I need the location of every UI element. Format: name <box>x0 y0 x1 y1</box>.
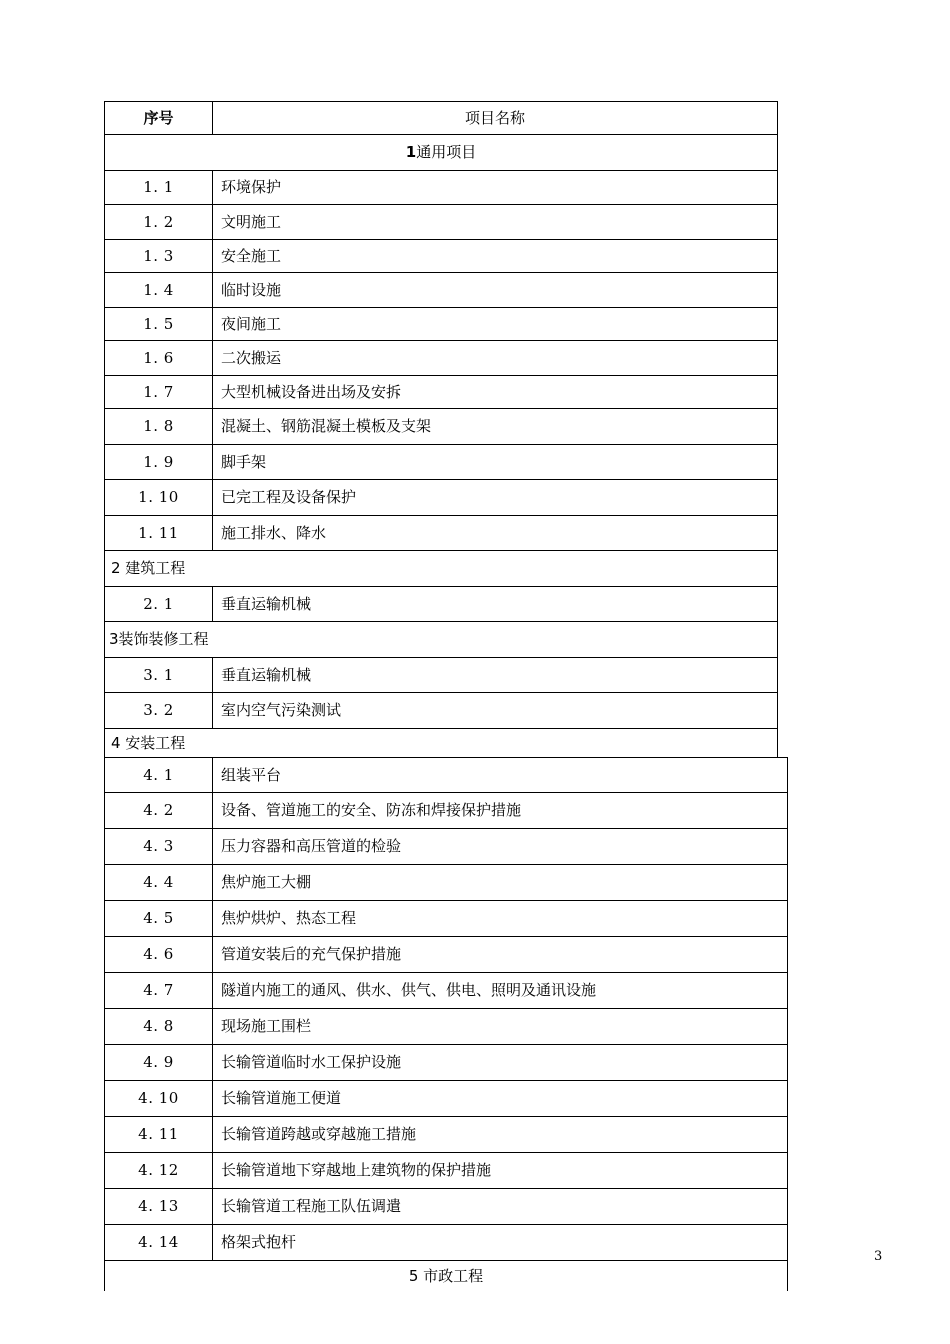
table-row <box>105 793 788 829</box>
measures-table-part-2 <box>104 757 788 1291</box>
row-num: 1. 10 <box>105 480 213 516</box>
row-num: 3. 2 <box>105 693 213 729</box>
table-row <box>105 445 778 480</box>
row-name: 文明施工 <box>213 205 778 240</box>
table-header-row <box>105 102 778 135</box>
row-num: 4. 10 <box>105 1081 213 1117</box>
row-name: 安全施工 <box>213 240 778 273</box>
row-name: 垂直运输机械 <box>213 587 778 622</box>
table-row <box>105 409 778 445</box>
row-name: 施工排水、降水 <box>213 516 778 551</box>
row-num: 3. 1 <box>105 658 213 693</box>
section-title-decoration: 3装饰装修工程 <box>105 622 778 658</box>
row-name: 垂直运输机械 <box>213 658 778 693</box>
table-row <box>105 205 778 240</box>
row-name: 二次搬运 <box>213 341 778 376</box>
row-name: 混凝土、钢筋混凝土模板及支架 <box>213 409 778 445</box>
row-num: 4. 8 <box>105 1009 213 1045</box>
table-row <box>105 341 778 376</box>
row-num: 4. 9 <box>105 1045 213 1081</box>
table-row <box>105 480 778 516</box>
row-num: 1. 7 <box>105 376 213 409</box>
table-row <box>105 1225 788 1261</box>
row-num: 2. 1 <box>105 587 213 622</box>
section-label: 通用项目 <box>416 143 477 162</box>
row-name: 设备、管道施工的安全、防冻和焊接保护措施 <box>213 793 788 829</box>
header-num-cell: 序号 <box>105 102 213 135</box>
section-row-municipal <box>105 1261 788 1291</box>
table-row <box>105 587 778 622</box>
row-name: 焦炉施工大棚 <box>213 865 788 901</box>
section-title-building: 2 建筑工程 <box>105 551 778 587</box>
row-num: 4. 2 <box>105 793 213 829</box>
table-row <box>105 376 778 409</box>
table-row <box>105 865 788 901</box>
table-row <box>105 1117 788 1153</box>
row-name: 大型机械设备进出场及安拆 <box>213 376 778 409</box>
table-row <box>105 1189 788 1225</box>
table-row <box>105 308 778 341</box>
section-title-installation: 4 安装工程 <box>105 729 778 757</box>
page-number: 3 <box>874 1249 883 1264</box>
row-name: 焦炉烘炉、热态工程 <box>213 901 788 937</box>
table-row <box>105 516 778 551</box>
row-name: 临时设施 <box>213 273 778 308</box>
row-num: 1. 2 <box>105 205 213 240</box>
row-name: 格架式抱杆 <box>213 1225 788 1261</box>
header-name-cell: 项目名称 <box>213 102 778 135</box>
row-num: 1. 6 <box>105 341 213 376</box>
table-row <box>105 829 788 865</box>
row-num: 1. 1 <box>105 171 213 205</box>
row-name: 组装平台 <box>213 758 788 793</box>
table-row <box>105 273 778 308</box>
row-num: 1. 5 <box>105 308 213 341</box>
row-num: 4. 13 <box>105 1189 213 1225</box>
table-row <box>105 1045 788 1081</box>
row-num: 4. 5 <box>105 901 213 937</box>
row-num: 1. 8 <box>105 409 213 445</box>
row-num: 4. 14 <box>105 1225 213 1261</box>
measures-table-part-1 <box>104 101 778 757</box>
row-name: 脚手架 <box>213 445 778 480</box>
row-name: 环境保护 <box>213 171 778 205</box>
row-num: 4. 4 <box>105 865 213 901</box>
row-num: 4. 11 <box>105 1117 213 1153</box>
table-row <box>105 1081 788 1117</box>
table-row <box>105 901 788 937</box>
row-num: 4. 12 <box>105 1153 213 1189</box>
row-name: 隧道内施工的通风、供水、供气、供电、照明及通讯设施 <box>213 973 788 1009</box>
row-name: 现场施工围栏 <box>213 1009 788 1045</box>
row-num: 1. 9 <box>105 445 213 480</box>
row-num: 1. 11 <box>105 516 213 551</box>
row-name: 长输管道跨越或穿越施工措施 <box>213 1117 788 1153</box>
table-row <box>105 758 788 793</box>
section-row-decoration <box>105 622 778 658</box>
row-num: 4. 3 <box>105 829 213 865</box>
row-num: 4. 1 <box>105 758 213 793</box>
row-name: 管道安装后的充气保护措施 <box>213 937 788 973</box>
table-row <box>105 973 788 1009</box>
table-row <box>105 171 778 205</box>
row-name: 夜间施工 <box>213 308 778 341</box>
section-row-installation <box>105 729 778 757</box>
row-name: 长输管道地下穿越地上建筑物的保护措施 <box>213 1153 788 1189</box>
row-name: 长输管道临时水工保护设施 <box>213 1045 788 1081</box>
row-name: 压力容器和高压管道的检验 <box>213 829 788 865</box>
table-row <box>105 1009 788 1045</box>
section-row-building <box>105 551 778 587</box>
row-name: 室内空气污染测试 <box>213 693 778 729</box>
table-row <box>105 693 778 729</box>
row-num: 1. 3 <box>105 240 213 273</box>
section-title-municipal: 5 市政工程 <box>105 1261 788 1291</box>
section-title-general <box>105 135 778 171</box>
row-num: 4. 7 <box>105 973 213 1009</box>
row-name: 长输管道施工便道 <box>213 1081 788 1117</box>
table-row <box>105 240 778 273</box>
section-number: 1 <box>405 143 417 162</box>
section-row-general <box>105 135 778 171</box>
table-row <box>105 937 788 973</box>
row-num: 4. 6 <box>105 937 213 973</box>
table-row <box>105 658 778 693</box>
row-name: 已完工程及设备保护 <box>213 480 778 516</box>
row-num: 1. 4 <box>105 273 213 308</box>
table-row <box>105 1153 788 1189</box>
row-name: 长输管道工程施工队伍调遣 <box>213 1189 788 1225</box>
